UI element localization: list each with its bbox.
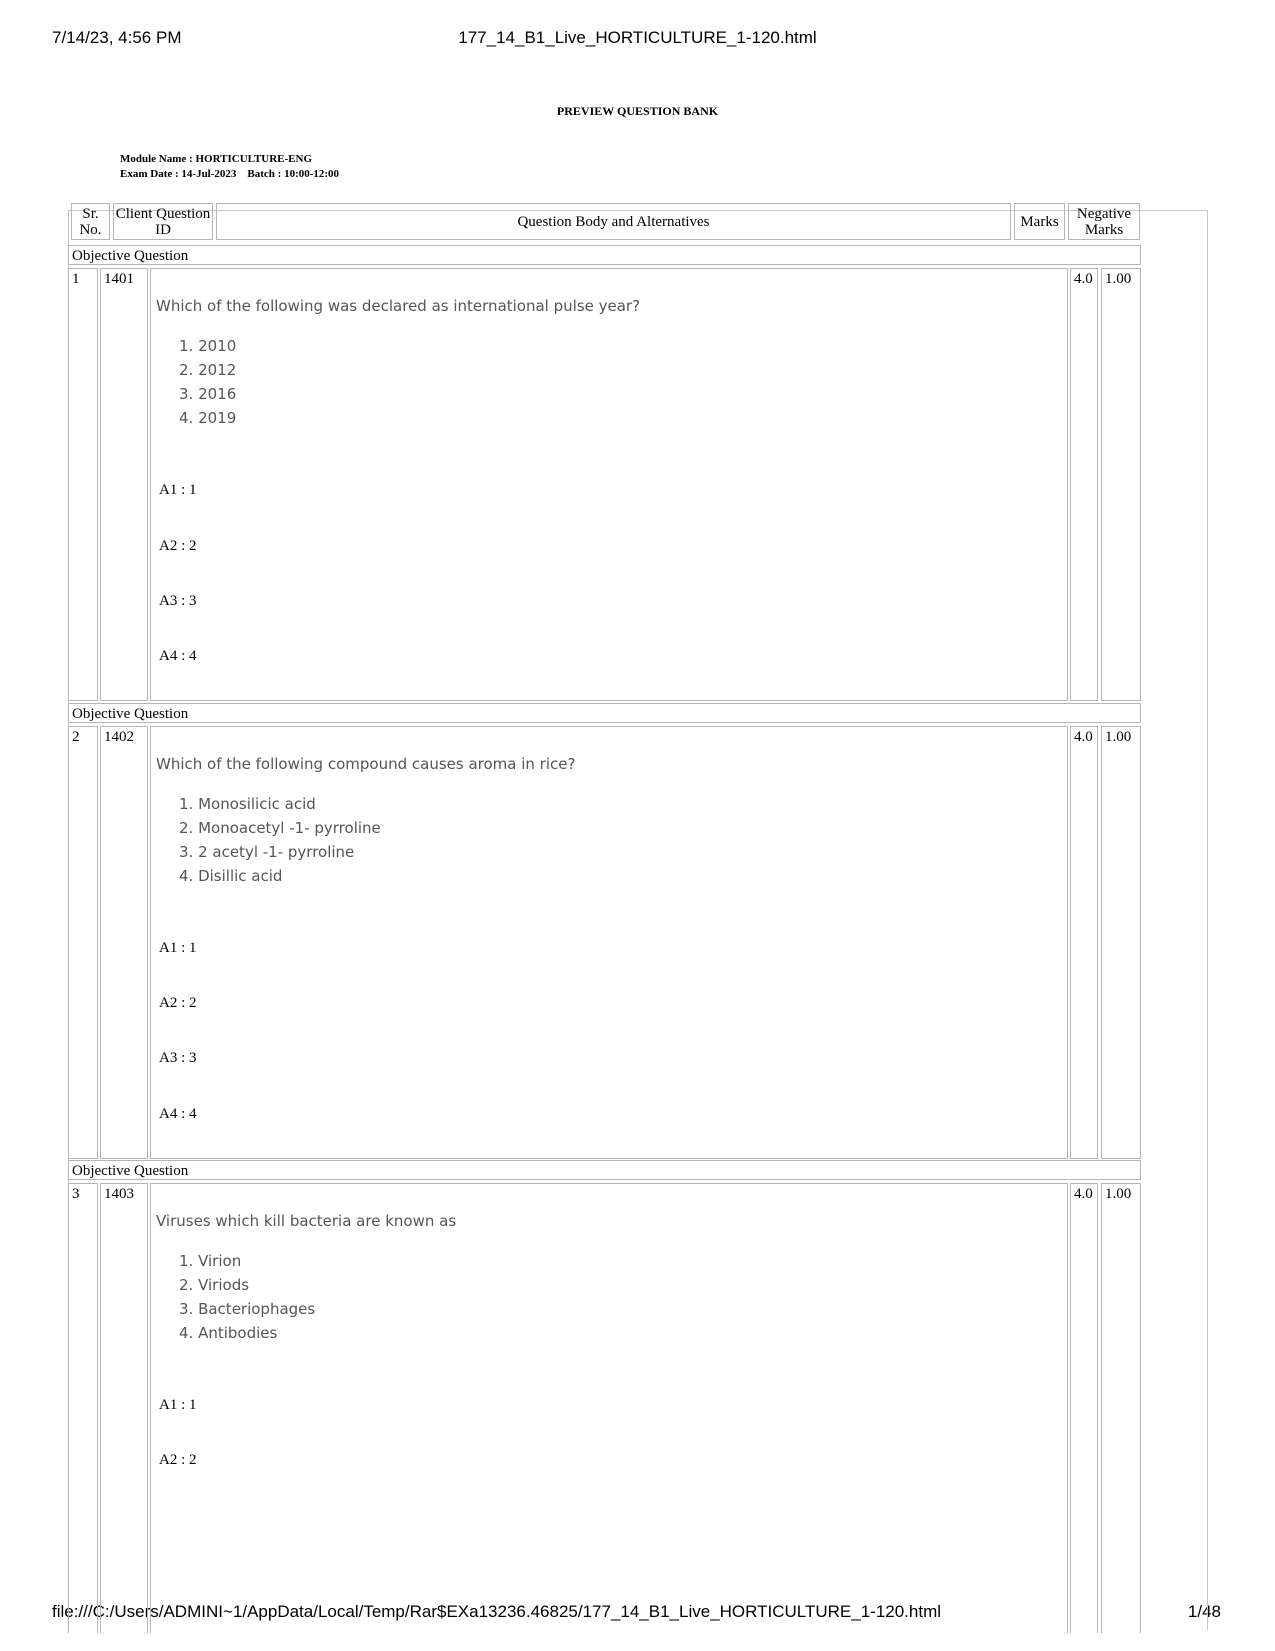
question-text: Viruses which kill bacteria are known as bbox=[156, 1212, 457, 1230]
module-name: Module Name : HORTICULTURE-ENG bbox=[120, 153, 313, 165]
option-item: 4. Antibodies bbox=[179, 1324, 278, 1342]
answer-alternative: A1 : 1 bbox=[159, 940, 197, 956]
header-client-question-id: Client Question ID bbox=[113, 203, 213, 240]
question-body-cell bbox=[150, 1183, 1068, 1633]
marks-cell: 4.0 bbox=[1070, 1183, 1098, 1633]
print-file-path: file:///C:/Users/ADMINI~1/AppData/Local/Temp/Rar$EXa13236.46825/177_14_B1_Live_HORTICULTURE_1-120.html bbox=[52, 1602, 942, 1621]
exam-date-batch: Exam Date : 14-Jul-2023 Batch : 10:00-12:00 bbox=[120, 168, 340, 180]
option-item: 2. 2012 bbox=[179, 361, 237, 379]
question-id-cell: 1401 bbox=[100, 268, 148, 701]
sr-no-cell: 2 bbox=[68, 726, 98, 1159]
option-item: 3. 2 acetyl -1- pyrroline bbox=[179, 843, 355, 861]
print-filename: 177_14_B1_Live_HORTICULTURE_1-120.html bbox=[458, 28, 817, 47]
header-marks: Marks bbox=[1014, 203, 1065, 240]
answer-alternative: A2 : 2 bbox=[159, 995, 197, 1011]
question-body-cell bbox=[150, 726, 1068, 1159]
question-text: Which of the following compound causes aroma in rice? bbox=[156, 755, 576, 773]
header-question-body: Question Body and Alternatives bbox=[216, 203, 1011, 240]
answer-alternative: A3 : 3 bbox=[159, 593, 197, 609]
question-text: Which of the following was declared as international pulse year? bbox=[156, 297, 641, 315]
answer-alternative: A4 : 4 bbox=[159, 1106, 197, 1122]
question-id-cell: 1403 bbox=[100, 1183, 148, 1633]
marks-cell: 4.0 bbox=[1070, 268, 1098, 701]
negative-marks-cell: 1.00 bbox=[1101, 726, 1141, 1159]
option-item: 1. Virion bbox=[179, 1252, 242, 1270]
answer-alternative: A2 : 2 bbox=[159, 1452, 197, 1468]
negative-marks-cell: 1.00 bbox=[1101, 268, 1141, 701]
option-item: 2. Monoacetyl -1- pyrroline bbox=[179, 819, 381, 837]
header-negative-marks: Negative Marks bbox=[1068, 203, 1140, 240]
answer-alternative: A1 : 1 bbox=[159, 1397, 197, 1413]
option-item: 1. 2010 bbox=[179, 337, 237, 355]
answer-alternative: A1 : 1 bbox=[159, 482, 197, 498]
option-item: 2. Viriods bbox=[179, 1276, 250, 1294]
header-sr-no: Sr. No. bbox=[71, 203, 110, 240]
section-label: Objective Question bbox=[68, 703, 1141, 723]
option-item: 3. 2016 bbox=[179, 385, 237, 403]
option-item: 4. Disillic acid bbox=[179, 867, 283, 885]
answer-alternative: A3 : 3 bbox=[159, 1050, 197, 1066]
question-body-cell bbox=[150, 268, 1068, 701]
question-id-cell: 1402 bbox=[100, 726, 148, 1159]
option-item: 1. Monosilicic acid bbox=[179, 795, 316, 813]
print-page-number: 1/48 bbox=[1187, 1602, 1221, 1621]
print-datetime: 7/14/23, 4:56 PM bbox=[52, 28, 182, 47]
section-label: Objective Question bbox=[68, 1160, 1141, 1180]
marks-cell: 4.0 bbox=[1070, 726, 1098, 1159]
answer-alternative: A2 : 2 bbox=[159, 538, 197, 554]
option-item: 3. Bacteriophages bbox=[179, 1300, 316, 1318]
sr-no-cell: 3 bbox=[68, 1183, 98, 1633]
answer-alternative: A4 : 4 bbox=[159, 648, 197, 664]
negative-marks-cell: 1.00 bbox=[1101, 1183, 1141, 1633]
section-label: Objective Question bbox=[68, 245, 1141, 265]
sr-no-cell: 1 bbox=[68, 268, 98, 701]
page-title: PREVIEW QUESTION BANK bbox=[556, 104, 719, 118]
option-item: 4. 2019 bbox=[179, 409, 237, 427]
